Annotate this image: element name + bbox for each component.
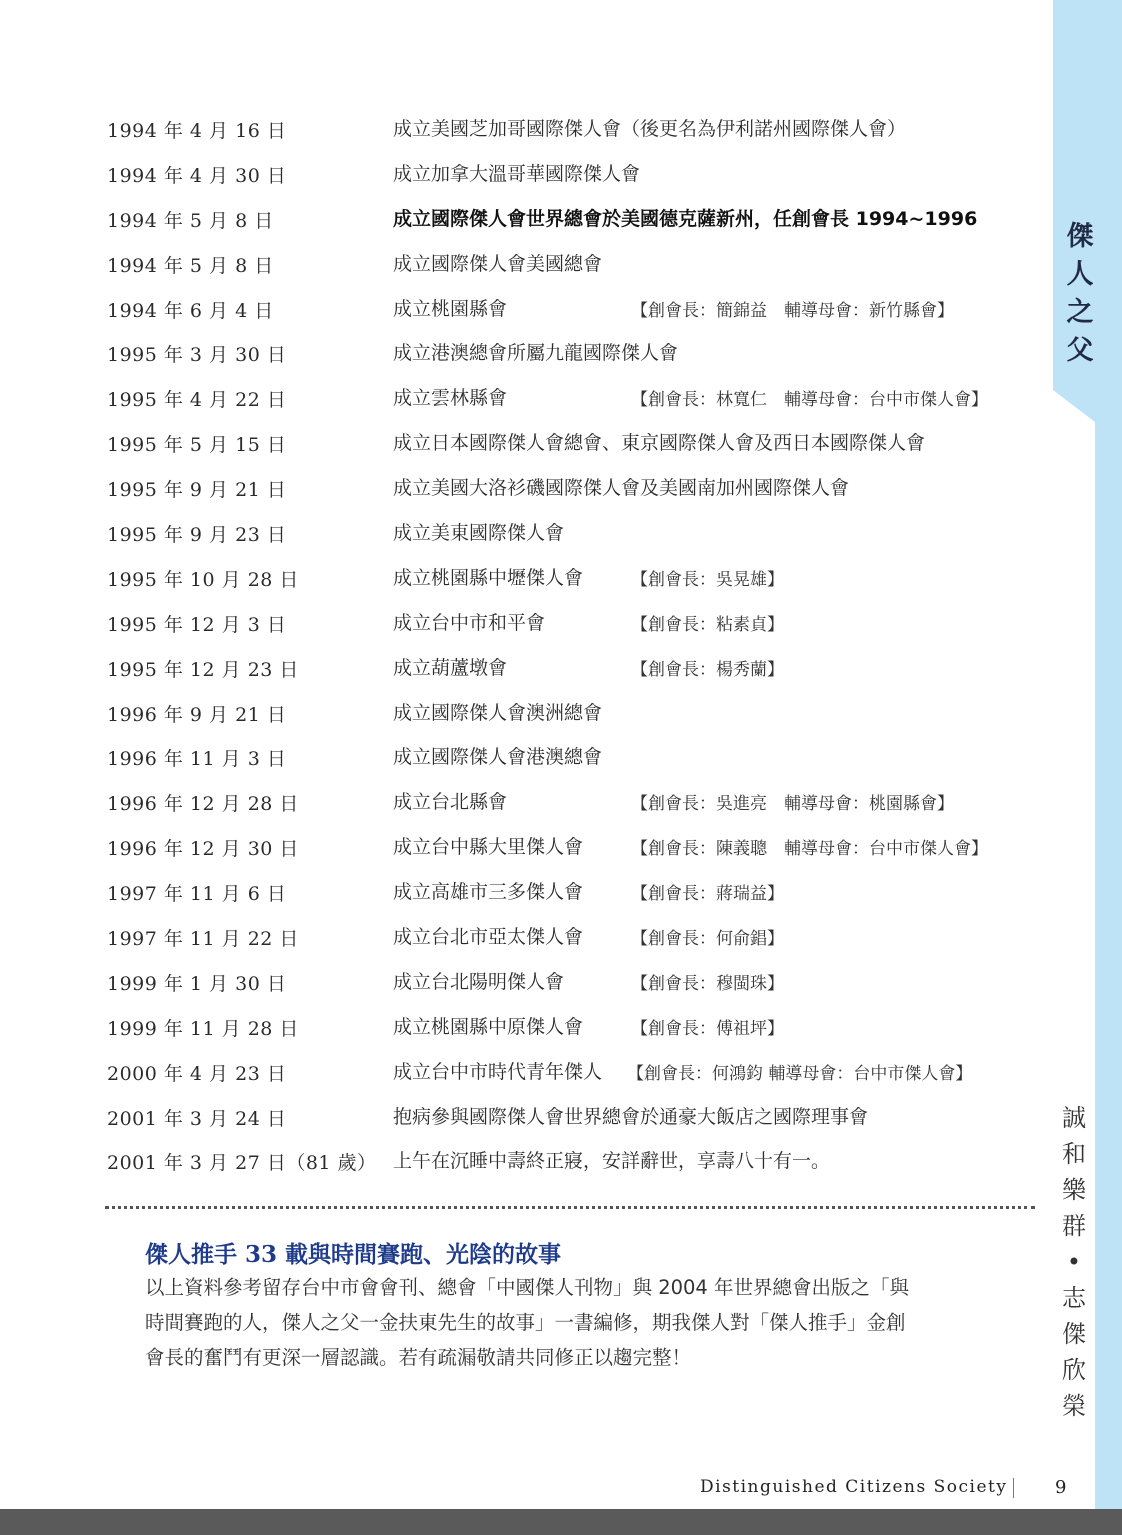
timeline-event: 抱病參與國際傑人會世界總會於通豪大飯店之國際理事會: [393, 1105, 869, 1128]
story-line: 會長的奮鬥有更深一層認識。若有疏漏敬請共同修正以趨完整！: [145, 1346, 692, 1369]
bottom-bar: [0, 1509, 1122, 1535]
timeline-date: 1995 年 10 月 28 日: [107, 568, 299, 591]
timeline-event: 成立桃園縣會: [393, 297, 508, 320]
timeline-date: 1994 年 5 月 8 日: [107, 254, 274, 277]
timeline-date: 1997 年 11 月 22 日: [107, 928, 299, 951]
timeline-date: 1996 年 11 月 3 日: [107, 748, 287, 771]
timeline-row: [107, 555, 1047, 600]
timeline-row: [107, 914, 1047, 959]
timeline-date: 1995 年 12 月 3 日: [107, 613, 287, 636]
timeline-event: 成立桃園縣中原傑人會: [393, 1015, 584, 1038]
timeline-row: [107, 1138, 1047, 1183]
timeline-date: 1997 年 11 月 6 日: [107, 883, 287, 906]
story-line: 時間賽跑的人，傑人之父一金扶東先生的故事」一書編修，期我傑人對「傑人推手」金創: [145, 1311, 906, 1334]
timeline-event: 成立加拿大溫哥華國際傑人會: [393, 162, 641, 185]
timeline-note: 【創會長：楊秀蘭】: [631, 659, 784, 680]
timeline-date: 1995 年 9 月 23 日: [107, 524, 287, 547]
timeline-event: 成立高雄市三多傑人會: [393, 881, 584, 904]
timeline-date: 1994 年 4 月 30 日: [107, 164, 287, 187]
timeline-event: 成立台北陽明傑人會: [393, 970, 565, 993]
timeline-event: 上午在沉睡中壽終正寢，安詳辭世，享壽八十有一。: [393, 1150, 831, 1173]
page-number: 9: [1055, 1477, 1067, 1498]
timeline-event: 成立港澳總會所屬九龍國際傑人會: [393, 342, 679, 365]
story-title: 傑人推手 33 載與時間賽跑、光陰的故事: [145, 1241, 562, 1268]
motto-char: 群: [1062, 1212, 1086, 1240]
timeline-note: 【創會長：穆閩珠】: [631, 973, 784, 994]
timeline-row: [107, 286, 1047, 331]
motto-vertical: [1056, 1100, 1092, 1424]
timeline-row-highlight: [107, 196, 1047, 241]
timeline-note: 【創會長：傅祖坪】: [631, 1018, 784, 1039]
timeline-date: 1994 年 5 月 8 日: [107, 209, 274, 232]
motto-char: 欣: [1062, 1356, 1086, 1384]
timeline-row: [107, 151, 1047, 196]
timeline-event: 成立日本國際傑人會總會、東京國際傑人會及西日本國際傑人會: [393, 432, 926, 455]
motto-char: 志: [1062, 1284, 1086, 1312]
section-title-vertical: [1060, 218, 1100, 370]
timeline-note: 【創會長：吳進亮 輔導母會：桃園縣會】: [631, 794, 954, 815]
timeline-date: 1996 年 12 月 30 日: [107, 838, 299, 861]
publication-name: Distinguished Citizens Society: [700, 1477, 1008, 1497]
timeline-row: [107, 1004, 1047, 1049]
timeline-row: [107, 330, 1047, 375]
timeline-note: 【創會長：粘素貞】: [631, 614, 784, 635]
timeline-event: 成立國際傑人會世界總會於美國德克薩新州，任創會長 1994~1996: [393, 207, 978, 230]
section-title-char: 人: [1066, 259, 1094, 290]
timeline-row: [107, 959, 1047, 1004]
timeline-event: 成立美東國際傑人會: [393, 522, 565, 545]
timeline-event: 成立美國大洛衫磯國際傑人會及美國南加州國際傑人會: [393, 477, 850, 500]
story-body: [145, 1270, 1025, 1375]
timeline-list: [107, 106, 1047, 1183]
timeline-event: 成立桃園縣中壢傑人會: [393, 566, 584, 589]
timeline-event: 成立台中縣大里傑人會: [393, 836, 584, 859]
timeline-row: [107, 1094, 1047, 1139]
timeline-date: 1999 年 11 月 28 日: [107, 1017, 299, 1040]
timeline-row: [107, 734, 1047, 779]
timeline-row: [107, 510, 1047, 555]
timeline-note: 【創會長：何鴻鈞 輔導母會：台中市傑人會】: [627, 1063, 973, 1084]
timeline-row: [107, 779, 1047, 824]
timeline-event: 成立台中市時代青年傑人: [393, 1060, 603, 1083]
timeline-date: 1999 年 1 月 30 日: [107, 972, 287, 995]
dotted-divider: [105, 1206, 1035, 1209]
timeline-event: 成立台中市和平會: [393, 611, 546, 634]
timeline-event: 成立國際傑人會港澳總會: [393, 746, 603, 769]
section-title-char: 之: [1066, 297, 1094, 328]
section-title-char: 父: [1066, 335, 1094, 366]
timeline-row: [107, 106, 1047, 151]
timeline-row: [107, 824, 1047, 869]
timeline-row: [107, 600, 1047, 645]
timeline-note: 【創會長：林寬仁 輔導母會：台中市傑人會】: [631, 390, 988, 411]
timeline-date: 1994 年 6 月 4 日: [107, 299, 274, 322]
timeline-note: 【創會長：吳晃雄】: [631, 569, 784, 590]
timeline-date: 2001 年 3 月 24 日: [107, 1107, 287, 1130]
motto-char: 樂: [1062, 1176, 1086, 1204]
motto-char: 榮: [1062, 1392, 1086, 1420]
timeline-row: [107, 1049, 1047, 1094]
section-title-char: 傑: [1066, 221, 1094, 252]
timeline-event: 成立國際傑人會澳洲總會: [393, 701, 603, 724]
timeline-date: 1996 年 12 月 28 日: [107, 793, 299, 816]
timeline-date: 1995 年 9 月 21 日: [107, 479, 287, 502]
timeline-row: [107, 420, 1047, 465]
timeline-event: 成立雲林縣會: [393, 387, 508, 410]
timeline-row: [107, 241, 1047, 286]
footer-separator: [1013, 1478, 1014, 1498]
timeline-note: 【創會長：何俞錩】: [631, 929, 784, 950]
motto-char: 和: [1062, 1140, 1086, 1168]
timeline-date: 1995 年 12 月 23 日: [107, 658, 299, 681]
timeline-date: 1995 年 3 月 30 日: [107, 344, 287, 367]
motto-char: 傑: [1062, 1320, 1086, 1348]
timeline-row: [107, 869, 1047, 914]
timeline-date: 1996 年 9 月 21 日: [107, 703, 287, 726]
timeline-note: 【創會長：陳義聰 輔導母會：台中市傑人會】: [631, 839, 988, 860]
story-line: 以上資料參考留存台中市會會刊、總會「中國傑人刊物」與 2004 年世界總會出版之「與: [145, 1276, 910, 1299]
timeline-date: 2000 年 4 月 23 日: [107, 1062, 287, 1085]
timeline-row: [107, 465, 1047, 510]
timeline-event: 成立國際傑人會美國總會: [393, 252, 603, 275]
timeline-event: 成立葫蘆墩會: [393, 656, 508, 679]
timeline-row: [107, 690, 1047, 735]
timeline-event: 成立台北市亞太傑人會: [393, 926, 584, 949]
timeline-date: 1995 年 5 月 15 日: [107, 434, 287, 457]
timeline-date: 1995 年 4 月 22 日: [107, 389, 287, 412]
timeline-date: 1994 年 4 月 16 日: [107, 120, 287, 142]
timeline-row: [107, 645, 1047, 690]
timeline-date: 2001 年 3 月 27 日（81 歲）: [107, 1152, 377, 1175]
timeline-event: 成立台北縣會: [393, 791, 508, 814]
timeline-event: 成立美國芝加哥國際傑人會（後更名為伊利諾州國際傑人會）: [393, 118, 907, 140]
motto-char: •: [1066, 1248, 1082, 1276]
timeline-row: [107, 375, 1047, 420]
timeline-note: 【創會長：簡錦益 輔導母會：新竹縣會】: [631, 300, 954, 321]
motto-char: 誠: [1062, 1104, 1086, 1132]
timeline-note: 【創會長：蔣瑞益】: [631, 884, 784, 905]
